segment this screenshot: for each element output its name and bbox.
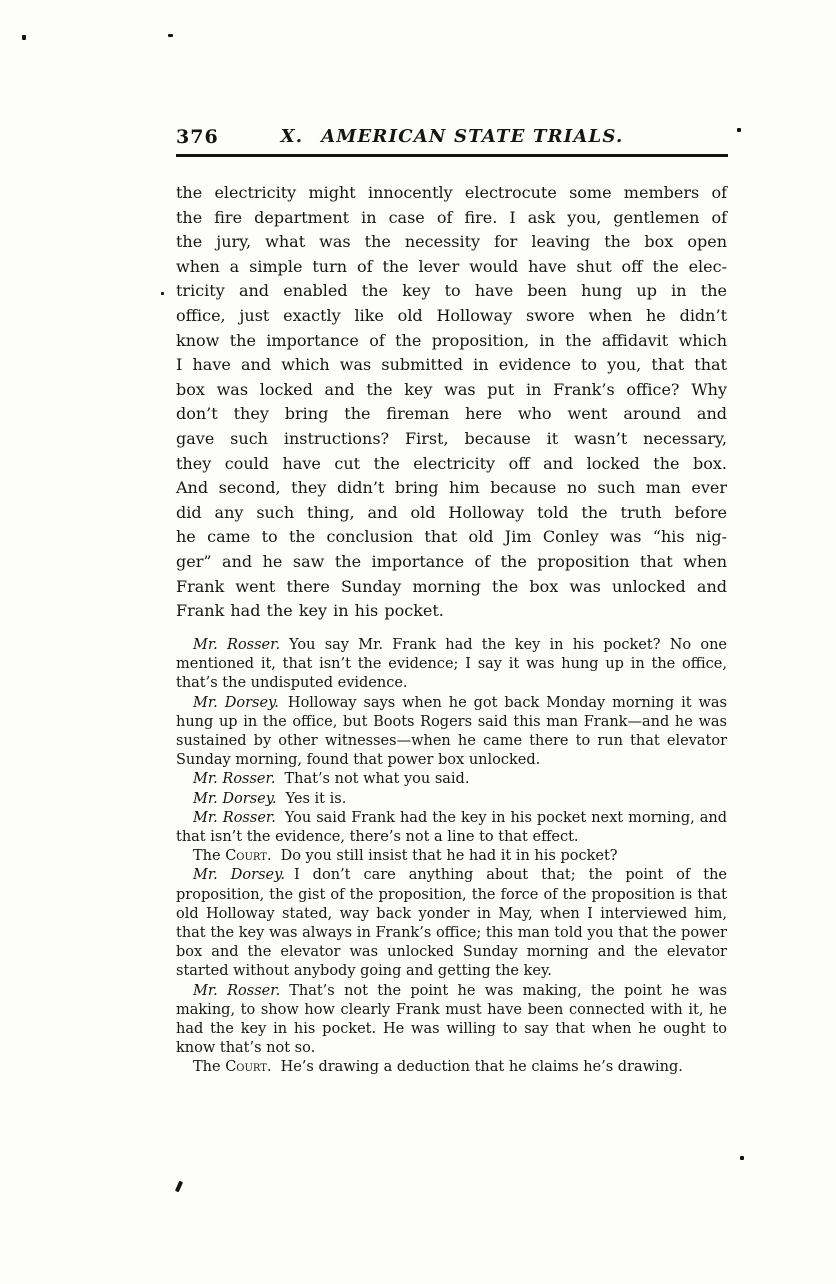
speaker-label: Mr. Rosser.: [193, 982, 281, 999]
text-line: did any such thing, and old Holloway told the truth before: [176, 502, 727, 522]
speech-text: That’s not what you said.: [284, 771, 470, 788]
speaker-label: Mr. Rosser.: [193, 809, 276, 826]
text-line: office, just exactly like old Holloway swore when he didn’t: [176, 305, 727, 325]
scan-speck: [737, 128, 741, 132]
text-line: they could have cut the electricity off and locked the box.: [176, 453, 727, 473]
scan-speck: [740, 1156, 744, 1160]
speech-text: Holloway says when he got back Monday morning it was hung up in the office, but Boots Rogers said this man Frank—and he was sustained by other witnesses—when he came there to run that elevator Sunday morning, found that power box unlocked.: [176, 694, 727, 769]
speaker-label: Mr. Rosser.: [193, 637, 281, 653]
speech-text: That’s not the point he was making, the point he was making, to show how clearly Frank must have been connected with it, he had the key in his pocket. He was willing to say that when he ought to know that’s not so.: [176, 982, 727, 1057]
text-line: gave such instructions? First, because it wasn’t necessary,: [176, 428, 727, 448]
speech-text: You said Frank had the key in his pocket next morning, and that isn’t the evidence, there’s not a line to that effect.: [176, 809, 727, 846]
text-line: don’t they bring the fireman here who went around and: [176, 404, 727, 424]
main-paragraph: [176, 181, 727, 624]
dialogue-transcript: [176, 636, 727, 1078]
text-line: Frank went there Sunday morning the box was unlocked and: [176, 576, 727, 596]
speech-rosser: [176, 770, 727, 789]
text-line: ger” and he saw the importance of the proposition that when: [176, 551, 727, 571]
speaker-label: Mr. Rosser.: [193, 771, 276, 788]
text-line: when a simple turn of the lever would have shut off the elec-: [176, 256, 727, 276]
speech-rosser: [176, 982, 727, 1059]
speech-text: Yes it is.: [285, 790, 347, 807]
scan-speck: [22, 35, 26, 40]
speech-text: You say Mr. Frank had the key in his pocket? No one mentioned it, that isn’t the evidence; I say it was hung up in the office, that’s the undisputed evidence.: [176, 637, 728, 692]
text-line: box was locked and the key was put in Frank’s office? Why: [176, 379, 727, 399]
text-line: And second, they didn’t bring him because no such man ever: [176, 478, 727, 498]
running-header: [176, 126, 728, 152]
text-line: know the importance of the proposition, in the affidavit which: [176, 330, 727, 350]
speech-dorsey: [176, 790, 727, 809]
header-title: [176, 126, 728, 147]
text-line: Frank had the key in his pocket.: [176, 601, 444, 621]
scan-speck: [168, 34, 173, 37]
speech-court: [176, 1058, 727, 1077]
scan-speck: [175, 1181, 183, 1193]
speech-rosser: [176, 809, 727, 847]
speaker-label: Mr. Dorsey.: [193, 867, 285, 884]
text-line: the jury, what was the necessity for leaving the box open: [176, 232, 727, 252]
scan-speck: [161, 292, 164, 295]
text-line: the electricity might innocently electrocute some members of: [176, 183, 727, 202]
header-rule: [176, 154, 728, 157]
text-line: tricity and enabled the key to have been hung up in the: [176, 281, 727, 301]
speech-text: He’s drawing a deduction that he claims he’s drawing.: [280, 1059, 683, 1076]
speaker-label: Mr. Dorsey.: [193, 790, 277, 807]
text-line: the fire department in case of fire. I ask you, gentlemen of: [176, 207, 727, 227]
speech-court: [176, 847, 727, 866]
speech-text: Do you still insist that he had it in his pocket?: [280, 848, 618, 865]
page-number: 376: [176, 126, 219, 148]
text-line: I have and which was submitted in evidence to you, that that: [176, 355, 727, 375]
header-title-text: AMERICAN STATE TRIALS.: [321, 126, 624, 147]
speaker-label: The Court.: [193, 848, 272, 865]
text-line: he came to the conclusion that old Jim Conley was “his nig-: [176, 527, 727, 547]
header-section-numeral: X.: [280, 126, 304, 147]
speech-dorsey: [176, 866, 727, 981]
speaker-label: Mr. Dorsey.: [193, 694, 279, 711]
speaker-label: The Court.: [193, 1059, 272, 1076]
speech-rosser: [176, 636, 727, 694]
speech-text: I don’t care anything about that; the point of the proposition, the gist of the proposition, the force of the proposition is that old Holloway stated, way back yonder in May, when I interviewed him, that the key was always in Frank’s office; this man told you that the power box and the elevator was unlocked Sunday morning and the elevator started without anybody going and getting the key.: [176, 867, 727, 980]
speech-dorsey: [176, 694, 727, 771]
